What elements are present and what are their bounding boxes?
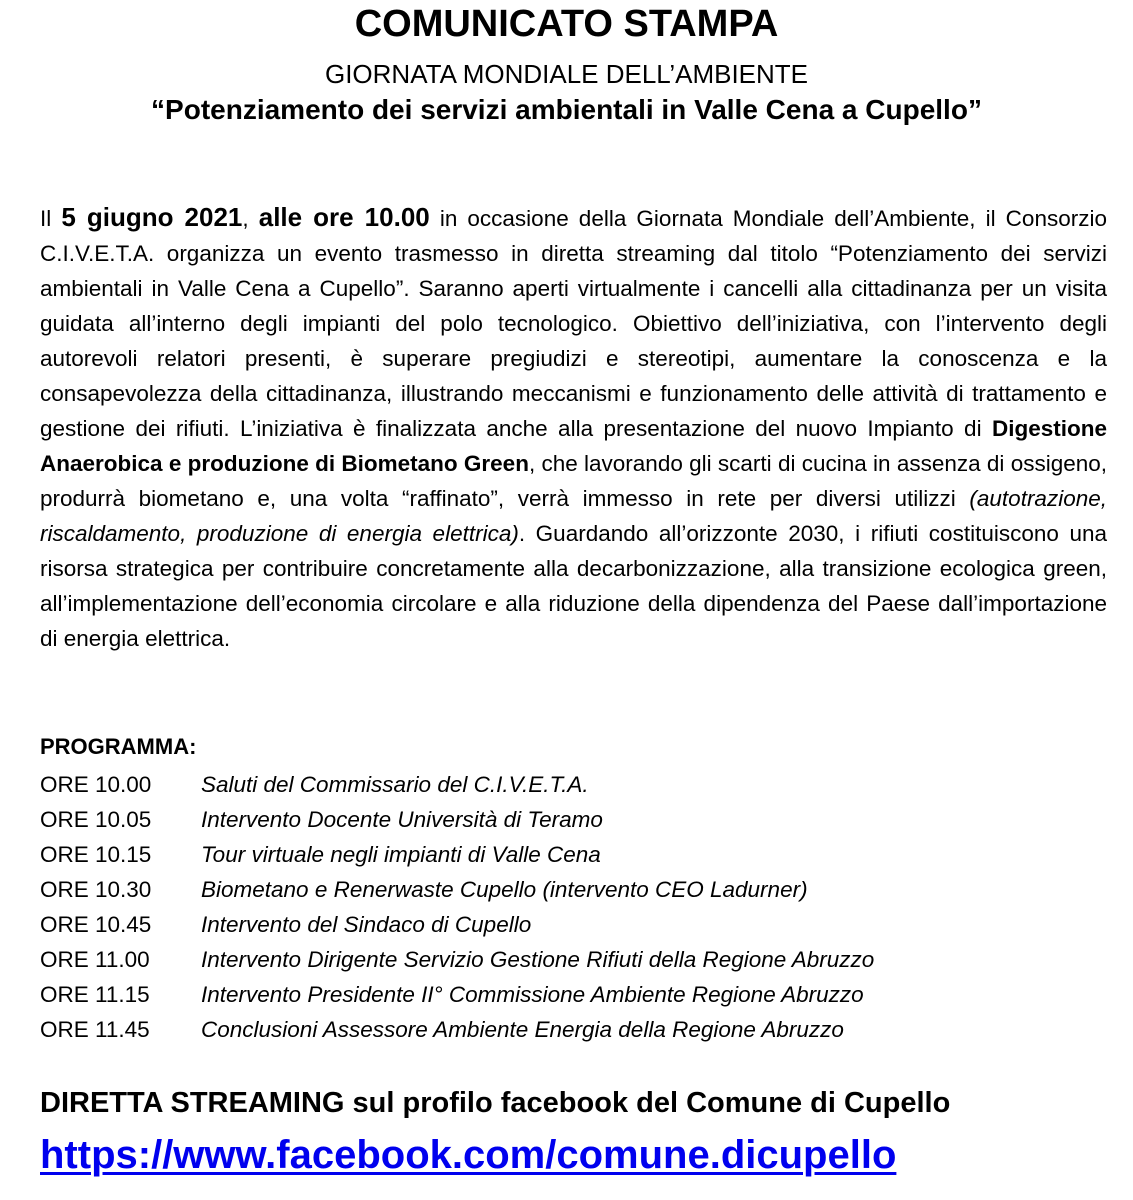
comma-text: , [242,206,259,231]
program-desc: Saluti del Commissario del C.I.V.E.T.A. [201,772,589,797]
event-time: alle ore 10.00 [258,202,430,232]
program-item [40,767,1100,802]
program-item [40,907,1100,942]
program-time: ORE 11.15 [40,982,150,1007]
body-text-1: in occasione della Giornata Mondiale dell’Ambiente, il Consorzio C.I.V.E.T.A. organizza un evento trasmesso in diretta streaming dal titolo “Potenziamento dei servizi ambientali in Valle Cena a Cupello”. Saranno aperti virtualmente i cancelli alla cittadinanza per un visita guidata all’interno degli impianti del polo tecnologico. Obiettivo dell’iniziativa, con l’intervento degli autorevoli relatori presenti, è superare pregiudizi e stereotipi, aumentare la conoscenza e la consapevolezza della cittadinanza, illustrando meccanismi e funzionamento delle attività di trattamento e gestione dei rifiuti. L’iniziativa è finalizzata anche alla presentazione del nuovo Impianto di [40,206,1107,441]
streaming-notice: DIRETTA STREAMING sul profilo facebook del Comune di Cupello [40,1087,951,1119]
body-text-2: , che lavorando gli scarti di cucina in assenza di ossigeno, produrrà biometano e, una volta “raffinato”, verrà immesso in rete per diversi utilizzi [40,451,1108,511]
program-time: ORE 11.45 [40,1017,150,1042]
uses-list: (autotrazione, riscaldamento, produzione di energia elettrica) [40,486,1107,546]
program-time: ORE 10.15 [40,842,152,867]
program-item [40,872,1100,907]
program-item [40,802,1100,837]
program-item [40,837,1100,872]
intro-text: Il [40,206,62,231]
program-desc: Intervento del Sindaco di Cupello [201,912,532,937]
program-time: ORE 10.00 [40,772,152,797]
program-item [40,1012,1100,1047]
program-heading: PROGRAMMA: [40,734,197,759]
program-item [40,942,1100,977]
event-title: “Potenziamento dei servizi ambientali in Valle Cena a Cupello” [151,94,982,125]
facebook-link[interactable]: https://www.facebook.com/comune.dicupello [40,1133,897,1177]
document-title: COMUNICATO STAMPA [354,3,779,45]
program-list [40,767,1100,1047]
event-date: 5 giugno 2021 [61,202,243,232]
program-time: ORE 10.05 [40,807,152,832]
program-time: ORE 10.45 [40,912,152,937]
program-desc: Biometano e Renerwaste Cupello (intervento CEO Ladurner) [201,877,808,902]
program-desc: Intervento Docente Università di Teramo [201,807,603,832]
program-desc: Intervento Presidente II° Commissione Ambiente Regione Abruzzo [201,982,864,1007]
document-subtitle: GIORNATA MONDIALE DELL’AMBIENTE [324,59,809,89]
body-text-3: . Guardando all’orizzonte 2030, i rifiuti costituiscono una risorsa strategica per contribuire concretamente alla decarbonizzazione, alla transizione ecologica green, all’implementazione dell’economia circolare e alla riduzione della dipendenza del Paese dall’importazione di energia elettrica. [40,521,1107,651]
program-time: ORE 11.00 [40,947,150,972]
plant-name: Digestione Anaerobica e produzione di Biometano Green [40,416,1107,476]
program-desc: Tour virtuale negli impianti di Valle Cena [201,842,601,867]
program-desc: Conclusioni Assessore Ambiente Energia della Regione Abruzzo [201,1017,844,1042]
body-paragraph [40,200,1107,656]
program-desc: Intervento Dirigente Servizio Gestione Rifiuti della Regione Abruzzo [201,947,875,972]
program-item [40,977,1100,1012]
program-time: ORE 10.30 [40,877,152,902]
